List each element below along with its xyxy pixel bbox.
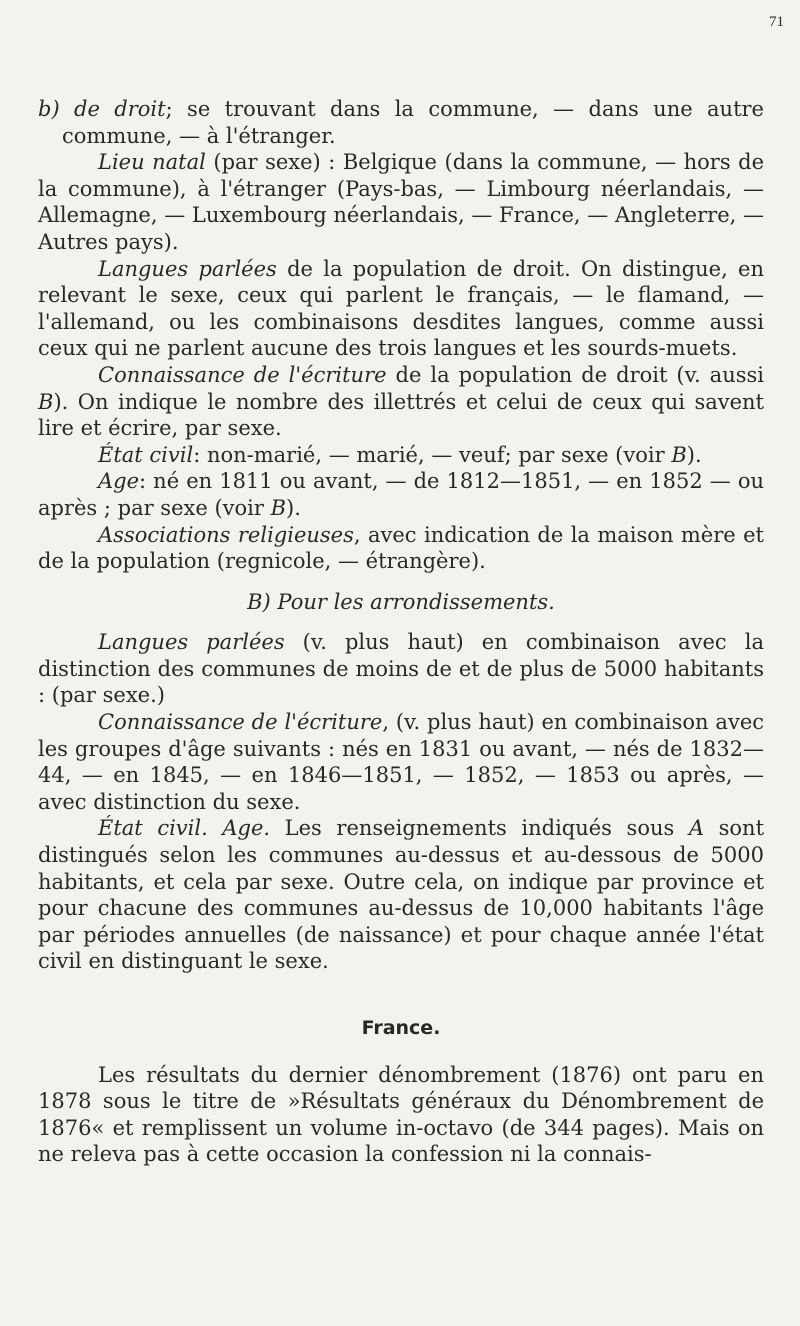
paragraph-droit: b) de droit; se trouvant dans la commune, — dans une autre commune, — à l'étranger. — [38, 97, 764, 148]
term-age: Age — [98, 469, 140, 494]
term-droit: b) de droit — [38, 97, 166, 121]
term-lieu-natal: Lieu natal — [98, 150, 206, 175]
section-b-heading: B) Pour les arrondissements. — [247, 589, 555, 614]
paragraph-b-langues: Langues parlées (v. plus haut) en combinaison avec la distinction des communes de moins de et de plus de 5000 habitants : (par sexe.) — [38, 630, 764, 708]
paragraph-associations: Associations religieuses, avec indication de la maison mère et de la population (regnicole, — étrangère). — [38, 522, 764, 574]
paragraph-etat-civil: État civil: non-marié, — marié, — veuf; par sexe (voir B). — [98, 442, 702, 467]
term-connaissance: Connaissance de l'écriture — [98, 362, 387, 387]
paragraph-langues: Langues parlées de la population de droit. On distingue, en relevant le sexe, ceux qui parlent le français, — le flamand, — l'allemand, ou les combinaisons desdites langues, comme aussi ceux qui ne parlent aucune des trois langues et les sourds-muets. — [38, 256, 764, 361]
paragraph-france: Les résultats du dernier dénombrement (1876) ont paru en 1878 sous le titre de »Résultats généraux du Dénombrement de 1876« et remplissent un volume in-octavo (de 344 pages). Mais on ne releva pas à cette occasion la confession ni la connais- — [38, 1062, 764, 1167]
term-b-etat-civil: État civil. Age. — [98, 816, 271, 841]
term-b-langues: Langues parlées — [98, 630, 285, 655]
france-heading: France. — [361, 1017, 441, 1039]
term-langues: Langues parlées — [98, 256, 277, 281]
paragraph-connaissance: Connaissance de l'écriture de la population de droit (v. aussi B). On indique le nombre des illettrés et celui de ceux qui savent lire et écrire, par sexe. — [38, 362, 764, 441]
paragraph-b-etat-civil: État civil. Age. Les renseignements indiqués sous A sont distingués selon les communes au-dessus et au-dessous de 5000 habitants, et cela par sexe. Outre cela, on indique par province et pour chacune des communes au-dessus de 10,000 habitants l'âge par périodes annuelles (de naissance) et pour chaque année l'état civil en distinguant le sexe. — [38, 816, 765, 974]
term-associations: Associations religieuses — [98, 522, 354, 547]
paragraph-lieu-natal: Lieu natal (par sexe) : Belgique (dans la commune, — hors de la commune), à l'étranger (Pays-bas, — Limbourg néerlandais, — Allemagne, — Luxembourg néerlandais, — France, — Angleterre, — Autres pays). — [38, 150, 764, 254]
term-b-connaissance: Connaissance de l'écriture — [98, 710, 383, 735]
page-number: 71 — [769, 14, 784, 30]
document-text — [38, 96, 764, 1168]
paragraph-b-connaissance: Connaissance de l'écriture, (v. plus haut) en combinaison avec les groupes d'âge suivants : nés en 1831 ou avant, — nés de 1832—44, — en 1845, — en 1846—1851, — 1852, — 1853 ou après, — avec distinction du sexe. — [38, 710, 765, 814]
term-etat-civil: État civil — [98, 442, 194, 467]
paragraph-age: Age: né en 1811 ou avant, — de 1812—1851, — en 1852 — ou après ; par sexe (voir B). — [38, 469, 764, 520]
